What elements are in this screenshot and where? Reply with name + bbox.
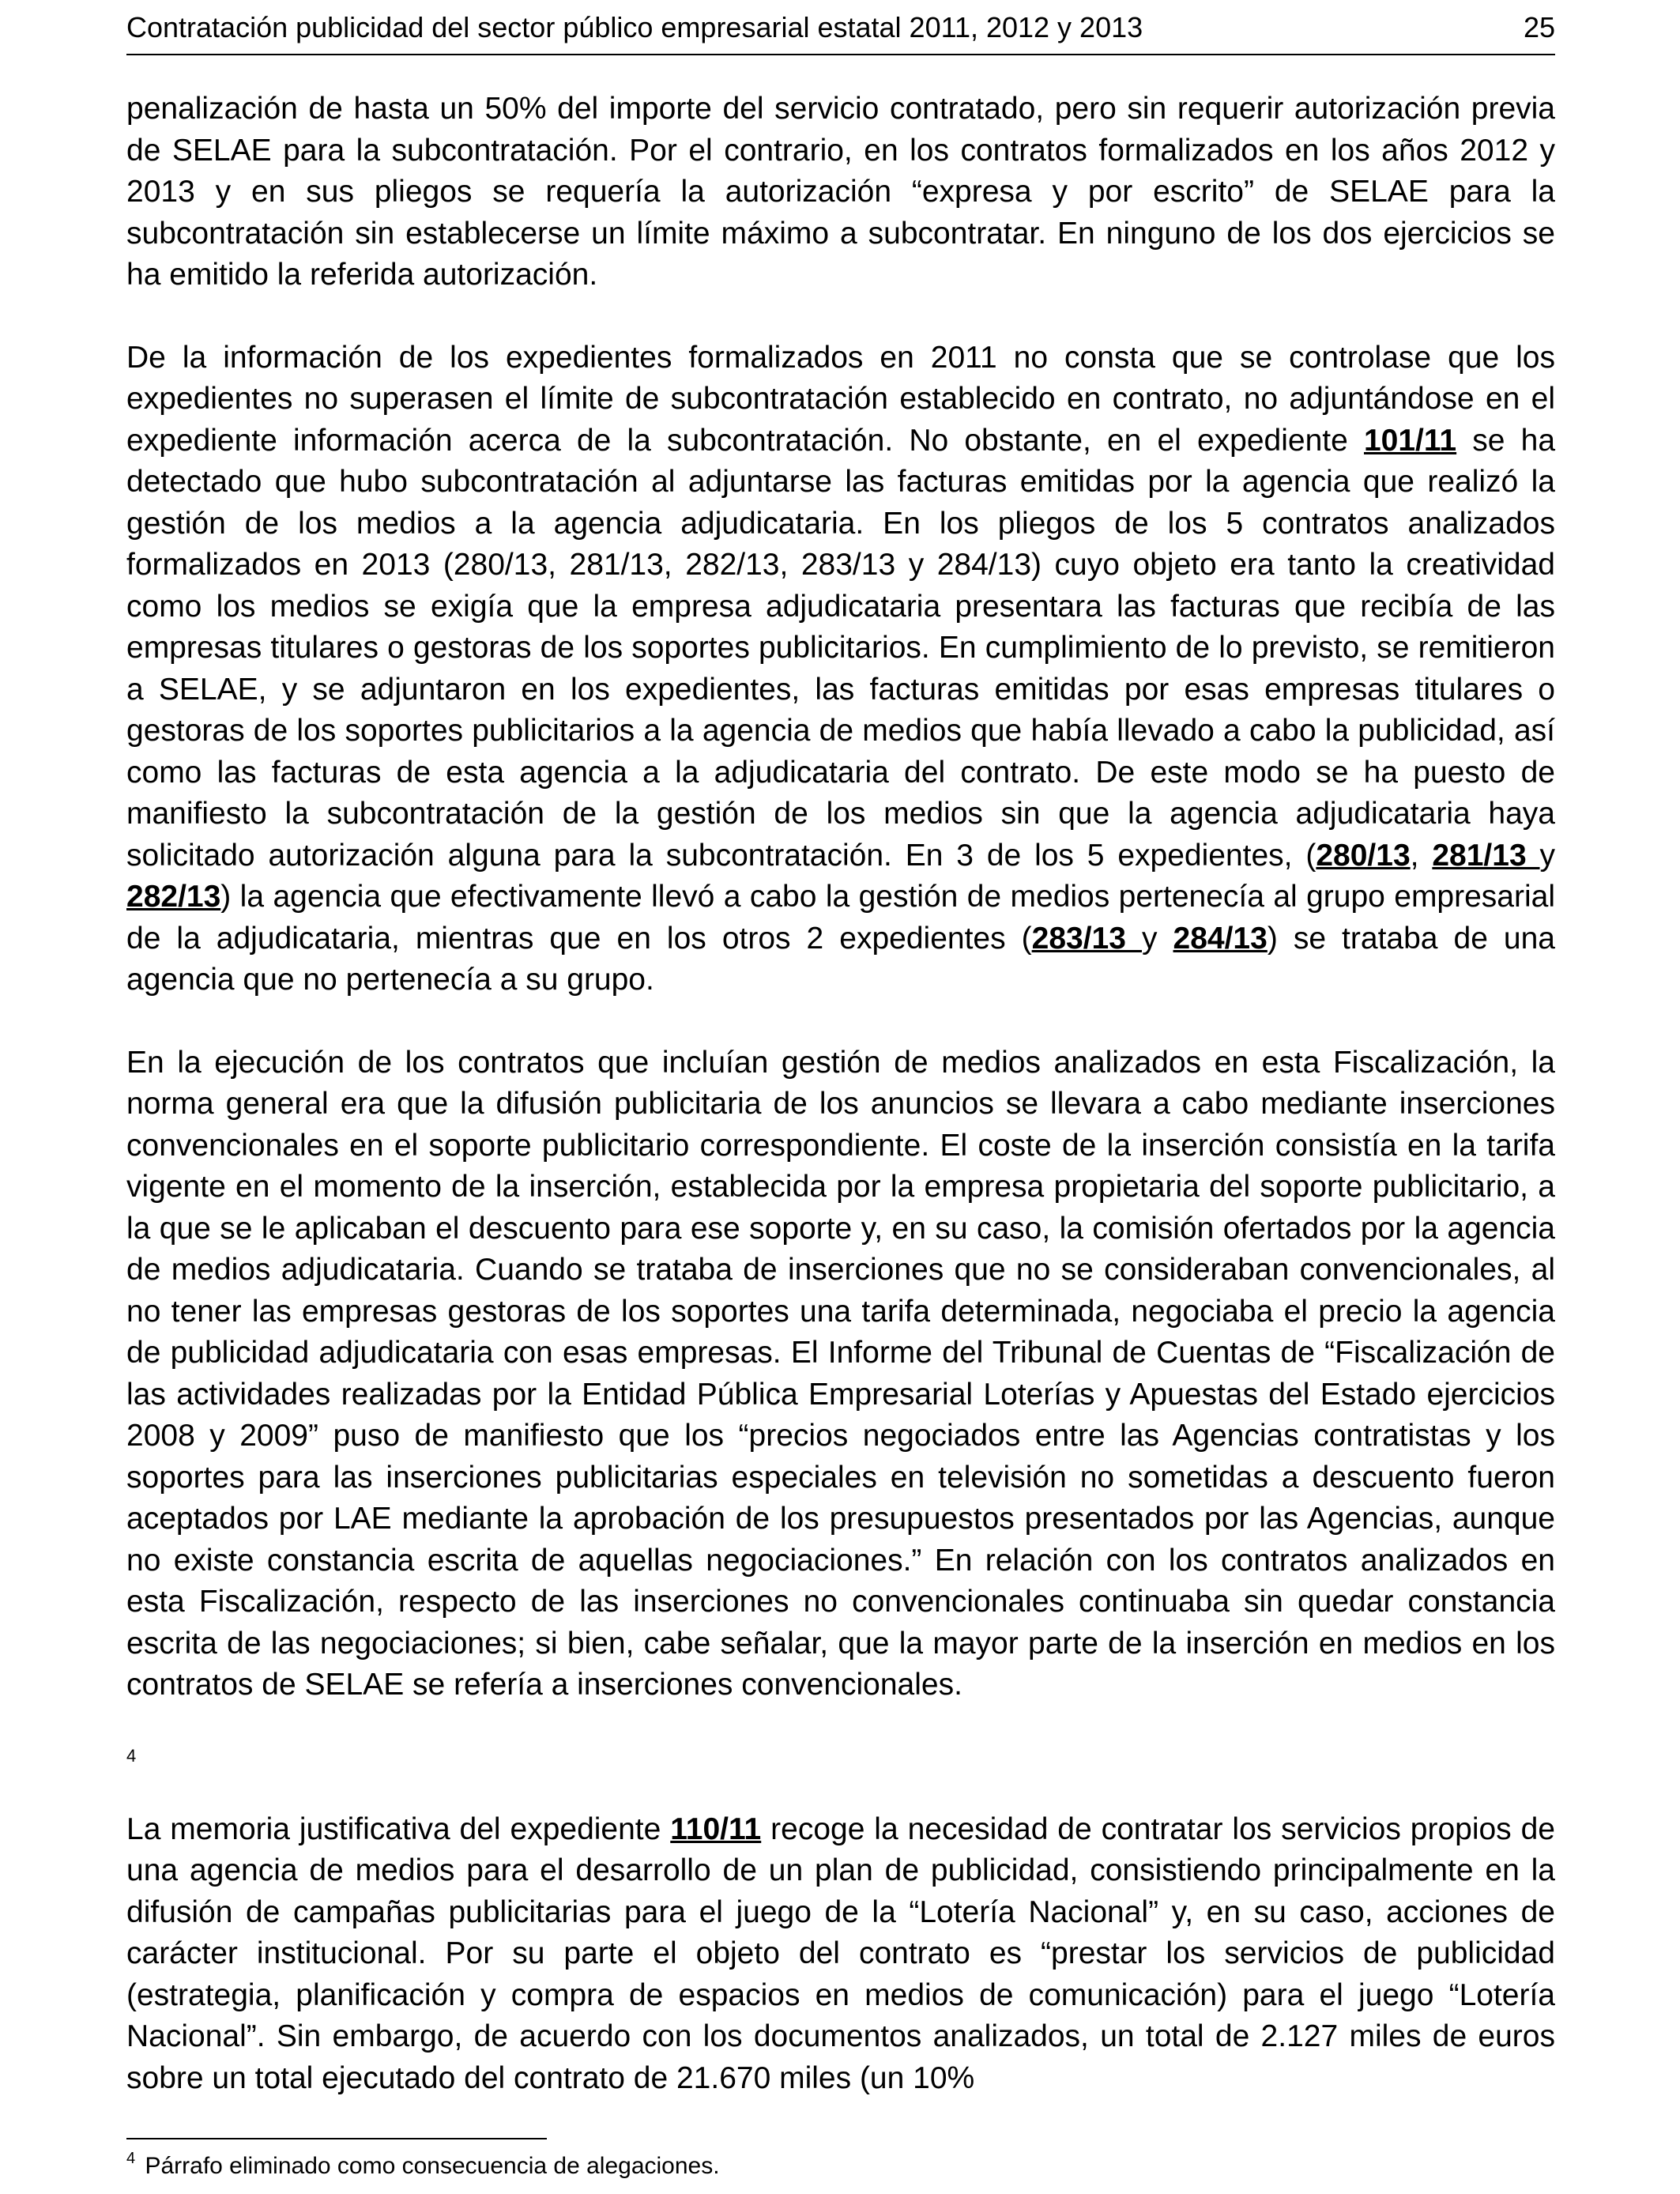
footnote	[126, 2150, 720, 2180]
footnote-text: Párrafo eliminado como consecuencia de alegaciones.	[138, 2153, 720, 2179]
expediente-ref-110-11: 110/11	[670, 1811, 762, 1846]
paragraph-4-text-b: recoge la necesidad de contratar los servicios propios de una agencia de medios para el desarrollo de un plan de publicidad, consistiendo principalmente en la difusión de campañas publicitarias para el juego de la “Lotería Nacional” y, en su caso, acciones de carácter institucional. Por su parte el objeto del contrato es “prestar los servicios de publicidad (estrategia, planificación y compra de espacios en medios de comunicación) para el juego “Lotería Nacional”. Sin embargo, de acuerdo con los documentos analizados, un total de 2.127 miles de euros sobre un total ejecutado del contrato de 21.670 miles (un 10%	[126, 1811, 1555, 2095]
expediente-ref-280-13: 280/13	[1316, 838, 1411, 873]
expediente-ref-284-13: 284/13	[1173, 921, 1268, 956]
page-number: 25	[1523, 11, 1555, 43]
paragraph-2-text-c: ,	[1410, 838, 1433, 873]
document-body	[126, 89, 1555, 2099]
footnote-number: 4	[126, 2150, 136, 2167]
footnote-divider	[126, 2138, 547, 2139]
expediente-ref-283-13: 283/13	[1031, 921, 1142, 956]
paragraph-2-text-a: De la información de los expedientes formalizados en 2011 no consta que se controlase que los expedientes no superasen el límite de subcontratación establecido en contrato, no adjuntándose en el expediente información acerca de la subcontratación. No obstante, en el expediente	[126, 340, 1555, 458]
expediente-ref-282-13: 282/13	[126, 880, 221, 914]
page-header	[126, 9, 1555, 55]
header-title: Contratación publicidad del sector público empresarial estatal 2011, 2012 y 2013	[126, 11, 1143, 43]
paragraph-2-text-f: y	[1141, 921, 1173, 956]
expediente-ref-101-11: 101/11	[1363, 423, 1457, 458]
paragraph-1: penalización de hasta un 50% del importe del servicio contratado, pero sin requerir autorización previa de SELAE para la subcontratación. Por el contrario, en los contratos formalizados en los años 2012 y 2013 y en sus pliegos se requería la autorización “expresa y por escrito” de SELAE para la subcontratación sin establecerse un límite máximo a subcontratar. En ninguno de los dos ejercicios se ha emitido la referida autorización.	[126, 92, 1555, 292]
paragraph-2-text-e: ) la agencia que efectivamente llevó a cabo la gestión de medios pertenecía al grupo empresarial de la adjudicataria, mientras que en los otros 2 expedientes (	[126, 880, 1555, 956]
paragraph-3: En la ejecución de los contratos que incluían gestión de medios analizados en esta Fiscalización, la norma general era que la difusión publicitaria de los anuncios se llevara a cabo mediante inserciones convencionales en el soporte publicitario correspondiente. El coste de la inserción consistía en la tarifa vigente en el momento de la inserción, establecida por la empresa propietaria del soporte publicitario, a la que se le aplicaban el descuento para ese soporte y, en su caso, la comisión ofertados por la agencia de medios adjudicataria. Cuando se trataba de inserciones que no se consideraban convencionales, al no tener las empresas gestoras de los soportes una tarifa determinada, negociaba el precio la agencia de publicidad adjudicataria con esas empresas. El Informe del Tribunal de Cuentas de “Fiscalización de las actividades realizadas por la Entidad Pública Empresarial Loterías y Apuestas del Estado ejercicios 2008 y 2009” puso de manifiesto que los “precios negociados entre las Agencias contratistas y los soportes para las inserciones publicitarias especiales en televisión no sometidas a descuento fueron aceptados por LAE mediante la aprobación de los presupuestos presentados por las Agencias, aunque no existe constancia escrita de aquellas negociaciones.” En relación con los contratos analizados en esta Fiscalización, respecto de las inserciones no convencionales continuaba sin quedar constancia escrita de las negociaciones; si bien, cabe señalar, que la mayor parte de la inserción en medios en los contratos de SELAE se refería a inserciones convencionales.	[126, 1045, 1555, 1702]
paragraph-2	[126, 337, 1555, 1001]
paragraph-2-text-g: ) se trataba de una agencia que no pertenecía a su grupo.	[126, 921, 1555, 997]
footnote-reference-marker: 4	[126, 1745, 137, 1766]
paragraph-2-text-d: y	[1539, 838, 1556, 873]
expediente-ref-281-13: 281/13	[1432, 838, 1540, 873]
paragraph-2-text-b: se ha detectado que hubo subcontratación al adjuntarse las facturas emitidas por la agencia que realizó la gestión de los medios a la agencia adjudicataria. En los pliegos de los 5 contratos analizados formalizados en 2013 (280/13, 281/13, 282/13, 283/13 y 284/13) cuyo objeto era tanto la creatividad como los medios se exigía que la empresa adjudicataria presentara las facturas que recibía de las empresas titulares o gestoras de los soportes publicitarios. En cumplimiento de lo previsto, se remitieron a SELAE, y se adjuntaron en los expedientes, las facturas emitidas por esas empresas titulares o gestoras de los soportes publicitarios a la agencia de medios que había llevado a cabo la publicidad, así como las facturas de esta agencia a la adjudicataria del contrato. De este modo se ha puesto de manifiesto la subcontratación de la gestión de los medios sin que la agencia adjudicataria haya solicitado autorización alguna para la subcontratación. En 3 de los 5 expedientes, (	[126, 423, 1556, 873]
paragraph-4	[126, 1809, 1555, 2100]
paragraph-4-text-a: La memoria justificativa del expediente	[126, 1811, 671, 1846]
